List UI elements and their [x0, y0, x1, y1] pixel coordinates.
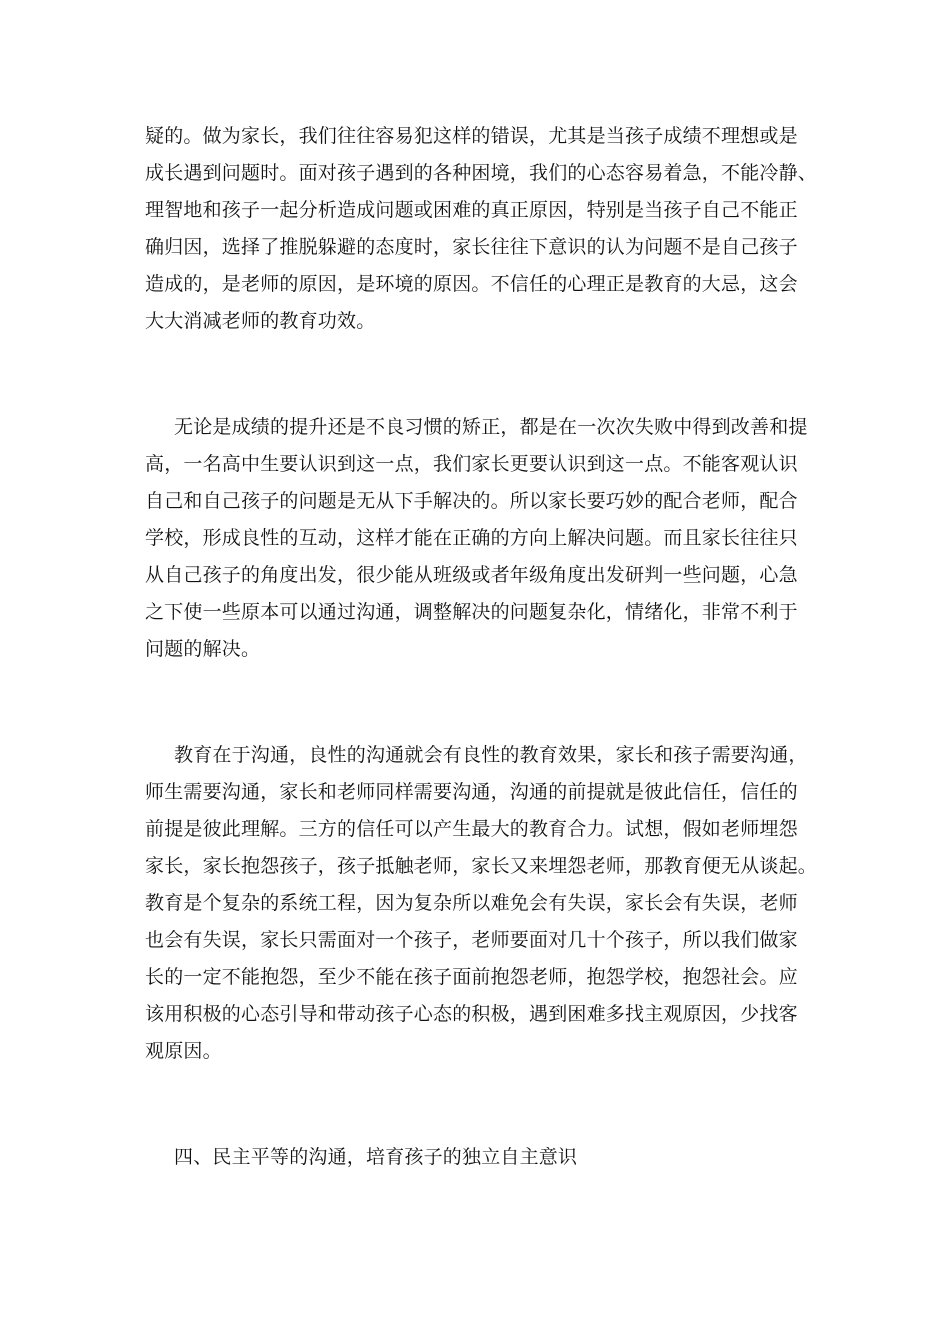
paragraph-line: 理智地和孩子一起分析造成问题或困难的真正原因，特别是当孩子自己不能正	[145, 199, 798, 221]
paragraph-line: 也会有失误，家长只需面对一个孩子，老师要面对几十个孩子，所以我们做家	[145, 929, 798, 951]
paragraph-line: 教育在于沟通，良性的沟通就会有良性的教育效果，家长和孩子需要沟通，	[174, 744, 808, 766]
paragraph-line: 教育是个复杂的系统工程，因为复杂所以难免会有失误，家长会有失误，老师	[145, 892, 798, 914]
paragraph-line: 从自己孩子的角度出发，很少能从班级或者年级角度出发研判一些问题，心急	[145, 564, 798, 586]
paragraph-line: 学校，形成良性的互动，这样才能在正确的方向上解决问题。而且家长往往只	[145, 527, 798, 549]
paragraph-line: 自己和自己孩子的问题是无从下手解决的。所以家长要巧妙的配合老师，配合	[145, 490, 798, 512]
paragraph-line: 高，一名高中生要认识到这一点，我们家长更要认识到这一点。不能客观认识	[145, 453, 798, 475]
paragraph-line: 无论是成绩的提升还是不良习惯的矫正，都是在一次次失败中得到改善和提	[174, 416, 808, 438]
paragraph-line: 观原因。	[145, 1040, 222, 1062]
paragraph-line: 前提是彼此理解。三方的信任可以产生最大的教育合力。试想，假如老师埋怨	[145, 818, 798, 840]
paragraph-line: 成长遇到问题时。面对孩子遇到的各种困境，我们的心态容易着急，不能冷静、	[145, 162, 818, 184]
paragraph-line: 疑的。做为家长，我们往往容易犯这样的错误，尤其是当孩子成绩不理想或是	[145, 125, 798, 147]
section-heading: 四、民主平等的沟通，培育孩子的独立自主意识	[174, 1146, 578, 1168]
paragraph-line: 师生需要沟通，家长和老师同样需要沟通，沟通的前提就是彼此信任，信任的	[145, 781, 798, 803]
paragraph-line: 确归因，选择了推脱躲避的态度时，家长往往下意识的认为问题不是自己孩子	[145, 236, 798, 258]
paragraph-line: 造成的，是老师的原因，是环境的原因。不信任的心理正是教育的大忌，这会	[145, 273, 798, 295]
paragraph-line: 之下使一些原本可以通过沟通，调整解决的问题复杂化，情绪化，非常不利于	[145, 601, 798, 623]
paragraph-line: 家长，家长抱怨孩子，孩子抵触老师，家长又来埋怨老师，那教育便无从谈起。	[145, 855, 818, 877]
paragraph-line: 大大消减老师的教育功效。	[145, 310, 376, 332]
paragraph-line: 该用积极的心态引导和带动孩子心态的积极，遇到困难多找主观原因，少找客	[145, 1003, 798, 1025]
paragraph-line: 问题的解决。	[145, 638, 261, 660]
paragraph-line: 长的一定不能抱怨，至少不能在孩子面前抱怨老师，抱怨学校，抱怨社会。应	[145, 966, 798, 988]
